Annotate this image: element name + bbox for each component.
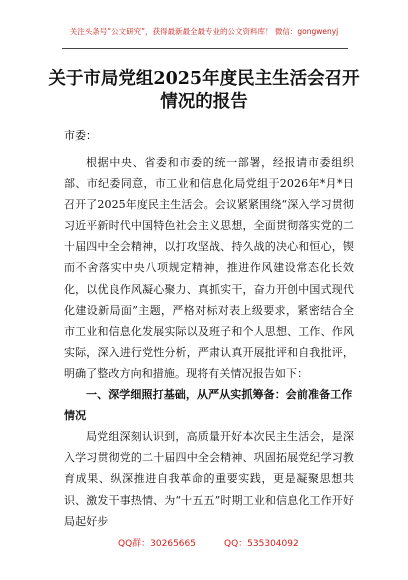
section-heading-1: 一、深学细照打基础，从严从实抓筹备：会前准备工作情况 — [64, 388, 353, 423]
document-title-line-2: 情况的报告 — [160, 92, 248, 112]
header-divider — [62, 48, 348, 49]
body-paragraph-section-1: 局党组深刻认识到，高质量开好本次民主生活会，是深入学习贯彻党的二十届四中全会精神、巩固拓展党纪学习教育成果、纵深推进自我革命的重要实践，更是凝聚思想共识、激发干事热情、为“十五五”时期工业和信息化工作开好局起好步 — [64, 430, 354, 528]
header-banner: 关注头条号“公文研究”，获得最新最全最专业的公文资料库！ 微信：gongwenyj — [69, 27, 339, 36]
document-title-line-1: 关于市局党组2025年度民主生活会召开 — [48, 69, 360, 89]
body-paragraph-intro: 根据中央、省委和市委的统一部署，经报请市委组织部、市纪委同意，市工业和信息化局党组于2026年*月*日召开了2025年度民主生活会。会议紧紧围绕“深入学习贯彻习近平新时代中国特色社会主义思想，全面贯彻落实党的二十届四中全会精神，以打攻坚战、持久战的决心和恒心，锲而不舍落实中央八项规定精神，推进作风建设常态化长效化，以优良作风凝心聚力、真抓实干，奋力开创中国式现代化建设新局面”主题，严格对标对表上级要求，紧密结合全市工业和信息化发展实际以及班子和个人思想、工作、作风实际，深入进行党性分析，严肃认真开展批评和自我批评，明确了整改方向和措施。现将有关情况报告如下： — [64, 156, 354, 380]
footer-qq-number: QQ：535304092 — [224, 539, 299, 549]
footer-qq-group: QQ群：30265665 — [118, 539, 196, 549]
document-body — [64, 152, 354, 532]
salutation: 市委： — [64, 129, 97, 142]
